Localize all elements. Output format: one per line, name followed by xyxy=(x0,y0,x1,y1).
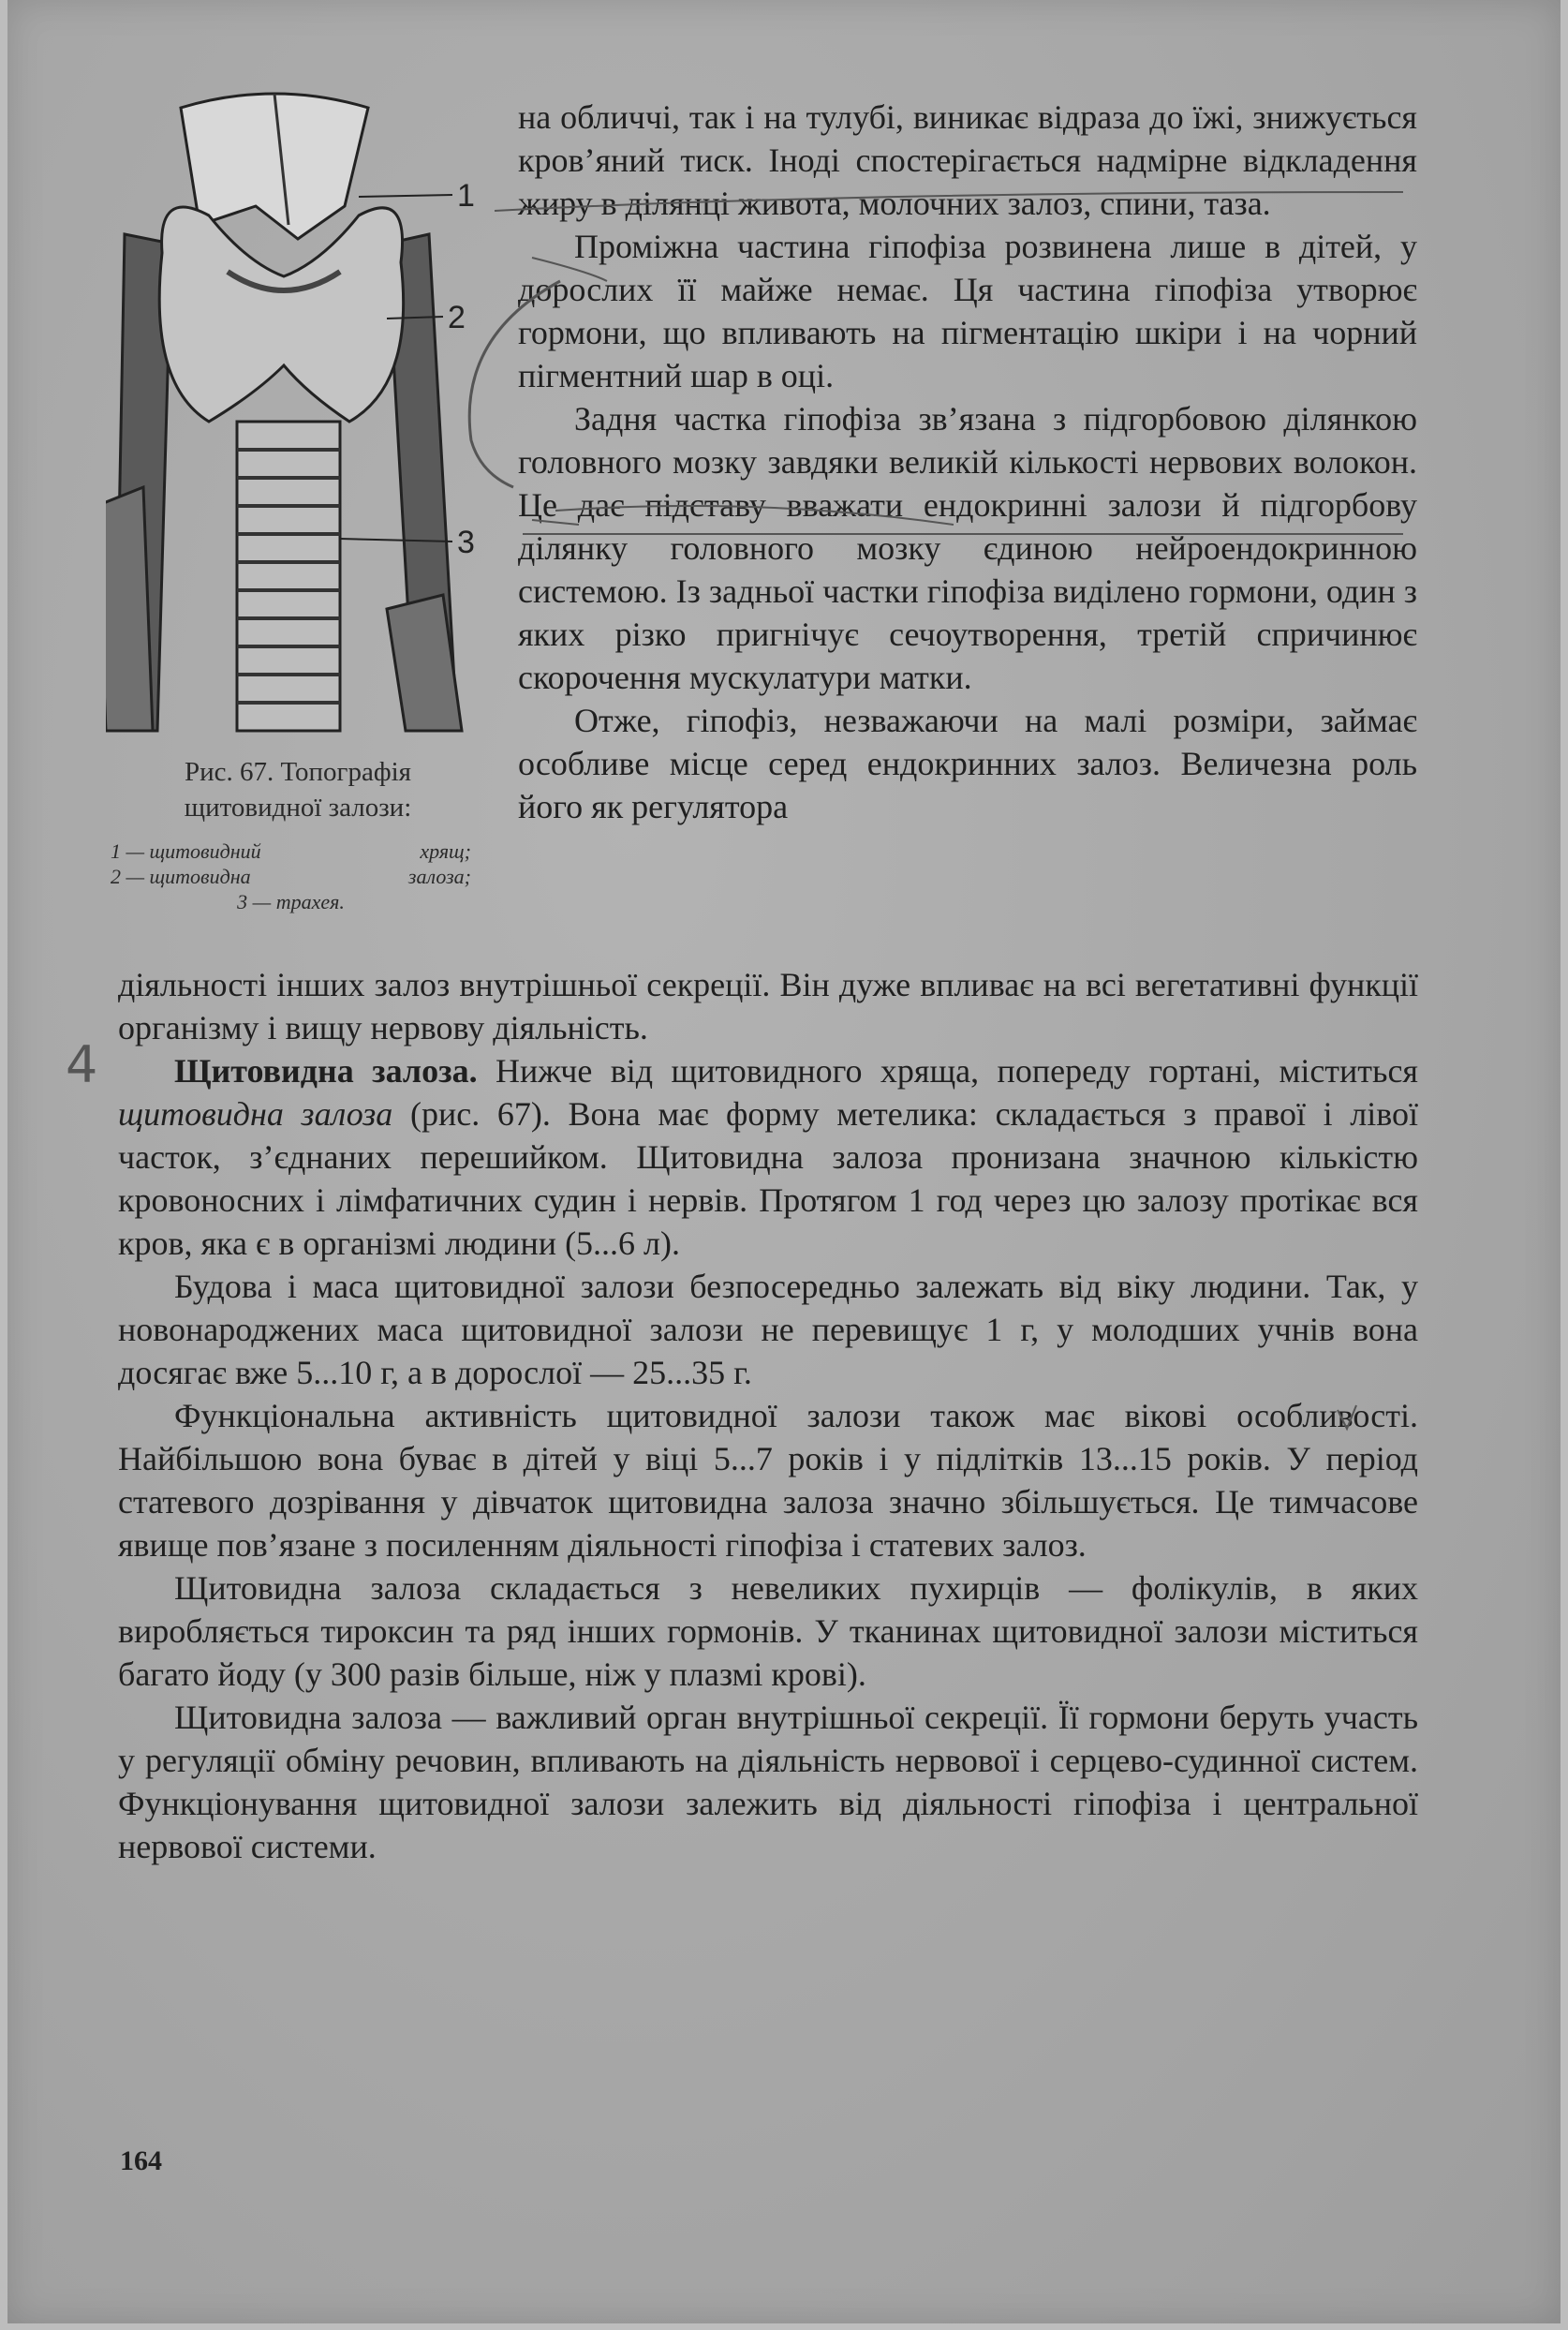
paragraph: Задня частка гіпофіза зв’язана з підгорбовою ділянкою головного мозку завдяки великій кількості нервових волокон. Це дає підставу вважати ендокринні залози й підгорбову ділянку головного мозку єдиною нейроендокринною системою. Із задньої частки гіпофіза виділено гормони, один з яких різко пригнічує сечоутворення, третій спричинює скорочення мускулатури матки. xyxy=(518,400,1417,696)
handwritten-margin-note: 4 xyxy=(66,1035,98,1094)
section-heading: Щитовидна залоза. xyxy=(174,1052,478,1090)
caption-line-2: щитовидної залози: xyxy=(184,793,412,823)
page-number: 164 xyxy=(120,2145,162,2176)
paragraph: Щитовидна залоза складається з невеликих пухирців — фолікулів, в яких виробляється тироксин та ряд інших гормонів. У тканинах щитовидної залози міститься багато йоду (у 300 разів більше, ніж у плазмі крові). xyxy=(118,1569,1418,1693)
paragraph: Функціональна активність щитовидної залози також має вікові особливості. Найбільшою вона буває в дітей у віці 5...7 років і у підлітків 13...15 років. У період статевого дозрівання у дівчаток щитовидна залоза значно збільшується. Це тимчасове явище пов’язане з посиленням діяльності гіпофіза і статевих залоз. xyxy=(118,1397,1418,1564)
caption-line-1: Рис. 67. Топографія xyxy=(184,757,412,787)
paragraph: Будова і маса щитовидної залози безпосередньо залежать від віку людини. Так, у новонароджених маса щитовидної залози не перевищує 1 г, у молодших учнів вона досягає вже 5...10 г, а в дорослої — 25...35 г. xyxy=(118,1268,1418,1391)
text-run: Нижче від щитовидного хряща, попереду гортані, міститься xyxy=(477,1052,1418,1090)
pencil-marks xyxy=(7,0,1561,2323)
legend-item-2: 2 — щитовидна xyxy=(111,865,251,888)
callout-3: 3 xyxy=(457,525,475,560)
text-run: (рис. 67). Вона має форму метелика: складається з правої і лівої часток, з’єднаних перешийком. Щитовидна залоза пронизана значною кількістю кровоносних і лімфатичних судин і нервів. Протягом 1 год через цю залозу протікає вся кров, яка є в організмі людини (5...6 л). xyxy=(118,1095,1419,1262)
legend-item-3: 3 — трахея. xyxy=(237,890,345,913)
book-page xyxy=(7,0,1561,2323)
callout-2: 2 xyxy=(448,300,466,335)
emphasized-term: щитовидна залоза xyxy=(118,1095,393,1133)
paragraph: Отже, гіпофіз, незважаючи на малі розміри, займає особливе місце серед ендокринних залоз. Величезна роль його як регулятора xyxy=(518,702,1417,825)
legend-item-2-term: залоза; xyxy=(407,865,471,888)
paragraph: діяльності інших залоз внутрішньої секреції. Він дуже впливає на всі вегетативні функції організму і вищу нервову діяльність. xyxy=(118,966,1418,1046)
paragraph: Проміжна частина гіпофіза розвинена лише в дітей, у дорослих її майже немає. Ця частина гіпофіза утворює гормони, що впливають на пігментацію шкіри і на чорний пігментний шар в оці. xyxy=(518,228,1417,394)
callout-1: 1 xyxy=(457,178,475,214)
paragraph: Щитовидна залоза — важливий орган внутрішньої секреції. Її гормони беруть участь у регуляції обміну речовин, впливають на діяльність нервової і серцево-судинної систем. Функціонування щитовидної залози залежить від діяльності гіпофіза і центральної нервової системи. xyxy=(118,1699,1418,1865)
legend-item-1: 1 — щитовидний xyxy=(111,839,261,863)
legend-item-1-term: хрящ; xyxy=(420,839,471,863)
paragraph: на обличчі, так і на тулубі, виникає відраза до їжі, знижується кров’яний тиск. Іноді спостерігається надмірне відкладення жиру в ділянці живота, молочних залоз, спини, таза. xyxy=(518,98,1417,222)
